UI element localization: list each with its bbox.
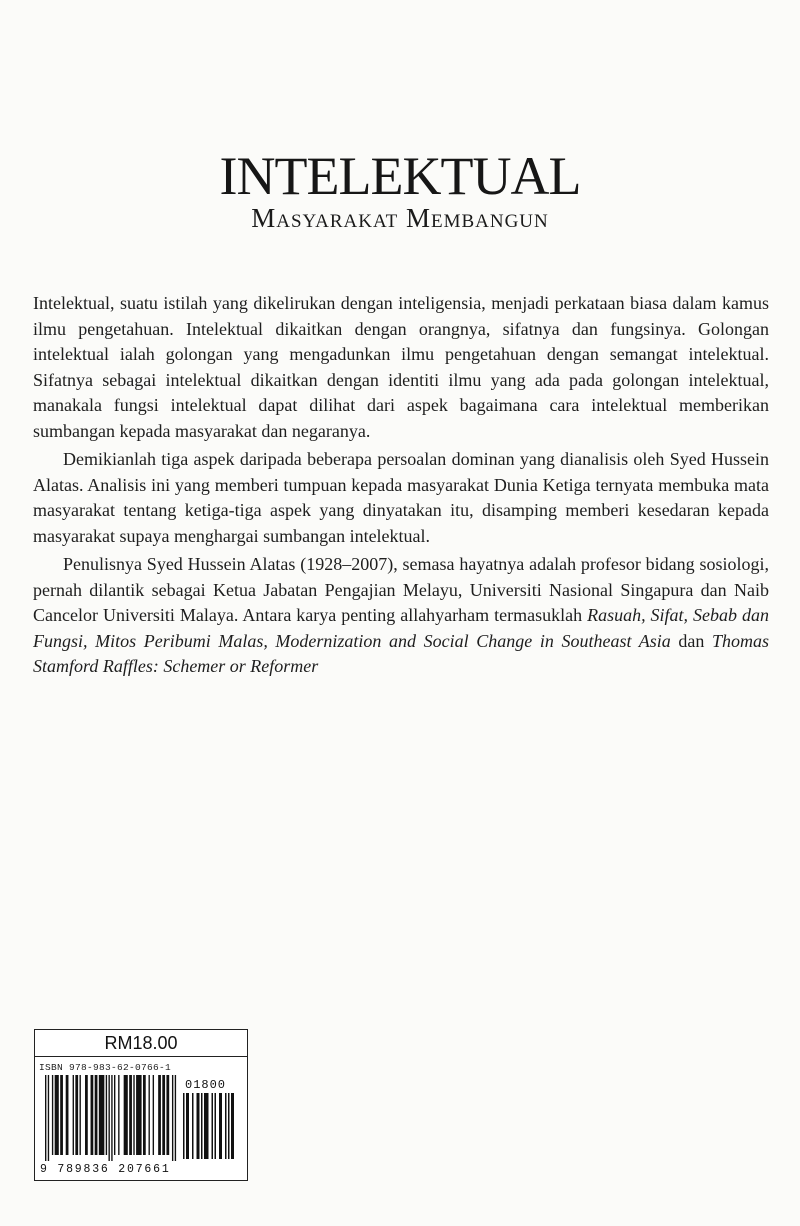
ean-number: 9 789836 207661 (40, 1163, 171, 1176)
barcode-bar (66, 1075, 69, 1155)
blurb-paragraph-2: Demikianlah tiga aspek daripada beberapa persoalan dominan yang dianalisis oleh Syed Hussein Alatas. Analisis ini yang memberi tumpuan kepada masyarakat Dunia Ketiga ternyata membuka mata masyarakat tentang ketiga-tiga aspek yang dinyatakan itu, disamping memberi kesedaran kepada masyarakat supaya menghargai sumbangan intelektual. (33, 449, 769, 546)
author-bio: Penulisnya Syed Hussein Alatas (1928–2007), semasa hayatnya adalah profesor bidang sosiologi, pernah dilantik sebagai Ketua Jabatan Pengajian Melayu, Universiti Nasional Singapura dan Naib Cancelor Universiti Malaya. Antara karya penting allahyarham termasuklah (33, 554, 769, 625)
ean-barcode (45, 1075, 177, 1163)
barcode-bar (80, 1075, 81, 1155)
blurb-paragraph-1: Intelektual, suatu istilah yang dikelirukan dengan inteligensia, menjadi perkataan biasa dalam kamus ilmu pengetahuan. Intelektual dikaitkan dengan orangnya, sifatnya dan fungsinya. Golongan intelektual ialah golongan yang mengadunkan ilmu pengetahuan dengan semangat intelektual. Sifatnya sebagai intelektual dikaitkan dengan identiti ilmu yang ada pada golongan intelektual, manakala fungsi intelektual dapat dilihat dari aspek bagaimana cara intelektual memberikan sumbangan kepada masyarakat dan negaranya. (33, 293, 769, 441)
barcode-bar (212, 1093, 214, 1159)
barcode-bar (192, 1093, 194, 1159)
barcode-bar (149, 1075, 150, 1155)
barcode-bar (111, 1075, 112, 1161)
barcode-bar (153, 1075, 154, 1155)
barcode-bar (204, 1093, 209, 1159)
barcode-bar (172, 1075, 173, 1161)
barcode-bar (73, 1075, 74, 1155)
works-list-last: Thomas Stamford Raffles: Schemer or Reformer (33, 630, 769, 676)
blurb-text (33, 291, 769, 680)
barcode-bar (133, 1075, 134, 1155)
barcode-bar (95, 1075, 98, 1155)
barcode-bar (228, 1093, 230, 1159)
barcode-bar (225, 1093, 227, 1159)
barcode-bar (85, 1075, 88, 1155)
barcode-bar (136, 1075, 142, 1155)
works-list: Rasuah, Sifat, Sebab dan Fungsi, Mitos Peribumi Malas, Modernization and Social Change in Southeast Asia (33, 605, 769, 651)
barcode-bar (186, 1093, 189, 1159)
barcode-bar (231, 1093, 234, 1159)
addon-barcode (183, 1093, 237, 1163)
isbn-label: ISBN 978-983-62-0766-1 (39, 1062, 172, 1073)
barcode-bar (55, 1075, 59, 1155)
barcode-bar (99, 1075, 105, 1155)
barcode-box (34, 1029, 248, 1181)
barcode-bar (197, 1093, 200, 1159)
barcode-bar (162, 1075, 165, 1155)
barcode-bar (75, 1075, 78, 1155)
barcode-bar (114, 1075, 115, 1155)
conjunction: dan (670, 630, 712, 651)
barcode-bar (124, 1075, 128, 1155)
price-label: RM18.00 (35, 1030, 247, 1057)
barcode-bar (201, 1093, 203, 1159)
barcode-bar (158, 1075, 161, 1155)
barcode-bar (48, 1075, 49, 1161)
barcode-bar (108, 1075, 109, 1161)
barcode-bar (166, 1075, 169, 1155)
barcode-bar (106, 1075, 107, 1155)
book-title: INTELEKTUAL (219, 146, 581, 206)
barcode-bar (118, 1075, 119, 1155)
blurb-paragraph-3 (33, 552, 769, 680)
barcode-bar (219, 1093, 222, 1159)
addon-number: 01800 (185, 1078, 227, 1092)
barcode-bar (45, 1075, 46, 1161)
barcode-bar (91, 1075, 94, 1155)
barcode-bar (60, 1075, 63, 1155)
barcode-bar (129, 1075, 132, 1155)
barcode-bar (215, 1093, 217, 1159)
barcode-bar (175, 1075, 176, 1161)
barcode-bar (52, 1075, 53, 1155)
barcode-bar (143, 1075, 146, 1155)
book-subtitle: Masyarakat Membangun (251, 203, 549, 233)
barcode-bar (183, 1093, 185, 1159)
